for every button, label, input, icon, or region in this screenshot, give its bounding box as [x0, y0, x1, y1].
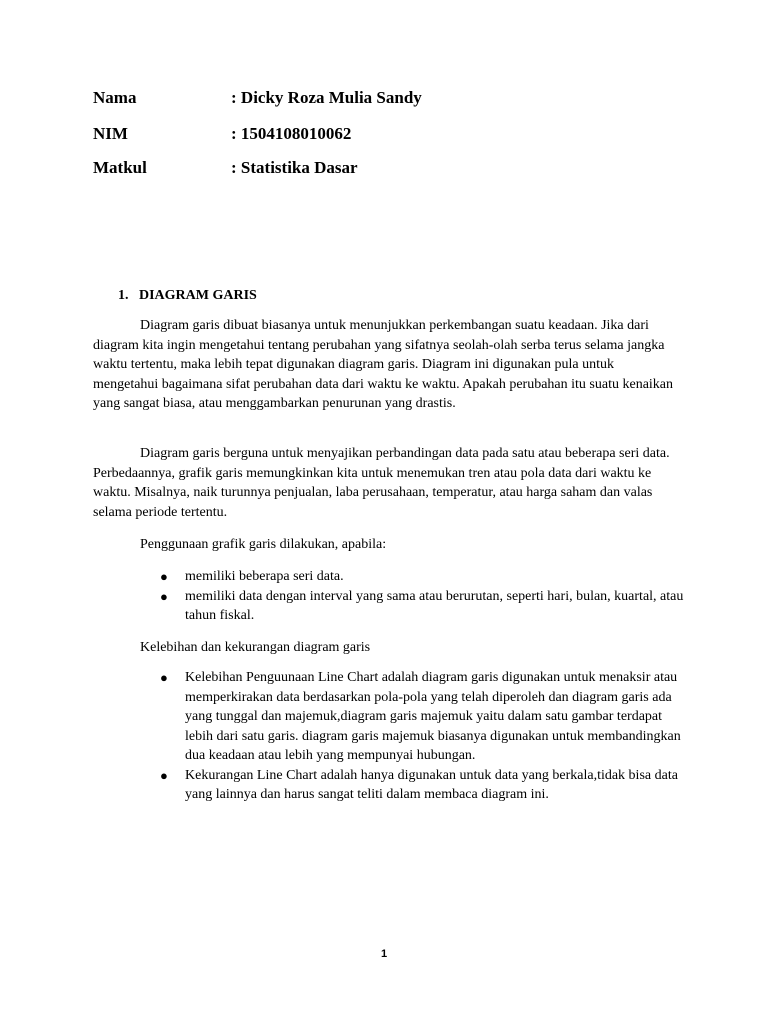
header-value-nim: : 1504108010062 [231, 124, 352, 143]
proscons-list [160, 668, 685, 805]
header-value-nama: : Dicky Roza Mulia Sandy [231, 88, 422, 107]
list-item-text: Kelebihan Penguunaan Line Chart adalah diagram garis digunakan untuk menaksir atau memperkirakan data berdasarkan pola-pola yang telah diperoleh dan diagram garis ada yang tunggal dan majemuk,diagram garis majemuk yaitu dalam satu gambar terdapat lebih dari satu garis. diagram garis majemuk biasanya digunakan untuk membandingkan dua keadaan atau lebih yang mempunyai hubungan. [185, 670, 681, 763]
header-value-matkul: : Statistika Dasar [231, 158, 358, 177]
header-label-matkul: Matkul [93, 158, 147, 177]
list-item [160, 567, 685, 587]
paragraph-1: Diagram garis dibuat biasanya untuk menunjukkan perkembangan suatu keadaan. Jika dari diagram kita ingin mengetahui tentang perubahan yang sifatnya seolah-olah serba terus selama jangka waktu tertentu, maka lebih tepat digunakan diagram garis. Diagram ini digunakan pula untuk mengetahui bagaimana sifat perubahan data dari waktu ke waktu. Apakah perubahan itu suatu kenaikan yang sangat biasa, atau menggambarkan penurunan yang drastis. [93, 318, 674, 411]
section-heading [118, 287, 257, 305]
usage-list [160, 567, 685, 626]
page-number: 1 [380, 948, 388, 960]
bullet-icon: ● [160, 588, 168, 604]
list-item [160, 668, 685, 766]
section-number: 1. [118, 288, 129, 303]
proscons-intro: Kelebihan dan kekurangan diagram garis [140, 640, 371, 655]
list-item-text: memiliki data dengan interval yang sama atau berurutan, seperti hari, bulan, kuartal, atau tahun fiskal. [185, 588, 684, 623]
bullet-icon: ● [160, 670, 168, 685]
list-item [160, 587, 685, 626]
header-label-nama: Nama [93, 88, 137, 107]
list-item-text: Kekurangan Line Chart adalah hanya digunakan untuk data yang berkala,tidak bisa data yang lainnya dan harus sangat teliti dalam membaca diagram ini. [185, 767, 678, 802]
bullet-icon: ● [160, 569, 168, 584]
bullet-icon: ● [160, 767, 168, 783]
list-item-text: memiliki beberapa seri data. [185, 569, 344, 584]
usage-intro: Penggunaan grafik garis dilakukan, apabila: [140, 537, 387, 552]
section-title: DIAGRAM GARIS [139, 288, 257, 303]
header-label-nim: NIM [93, 124, 128, 143]
list-item [160, 766, 685, 805]
paragraph-2: Diagram garis berguna untuk menyajikan perbandingan data pada satu atau beberapa seri data. Perbedaannya, grafik garis memungkinkan kita untuk menemukan tren atau pola data dari waktu ke waktu. Misalnya, naik turunnya penjualan, laba perusahaan, temperatur, atau harga saham dan valas selama periode tertentu. [93, 446, 670, 520]
